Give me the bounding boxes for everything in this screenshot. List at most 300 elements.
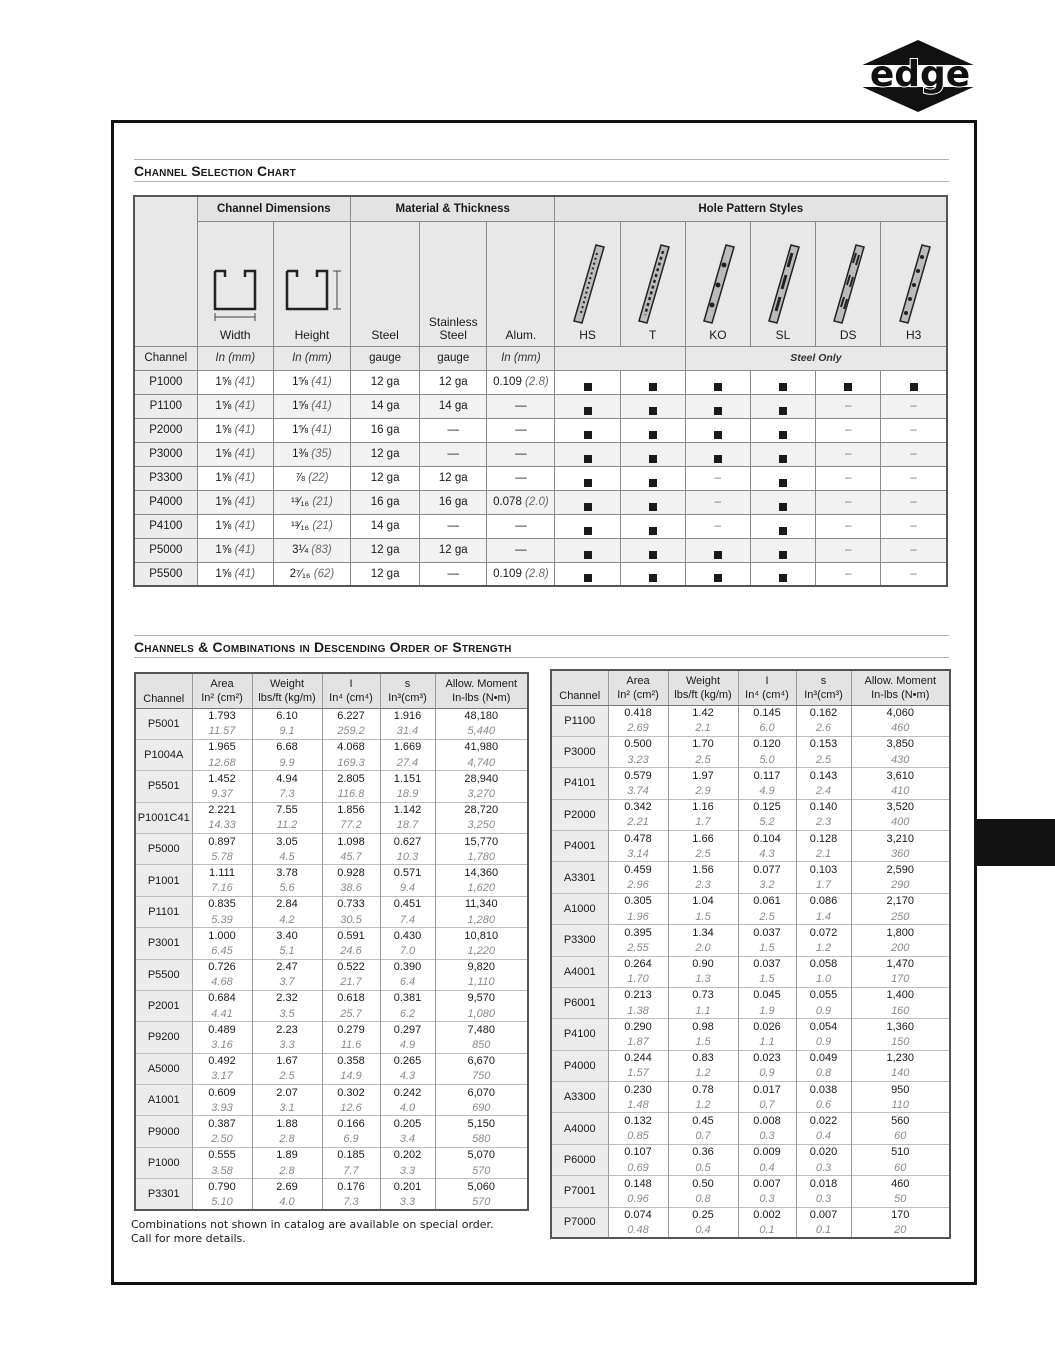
strength-row-metric [135,1163,528,1179]
inertia-header: I In⁴ (cm⁴) [322,673,380,708]
area-metric: 2.96 [608,878,668,894]
hole-availability [750,418,815,442]
strength-row-metric [135,786,528,802]
s-imperial: 0.072 [796,925,851,941]
weight-metric: 0.4 [668,1223,738,1239]
moment-imperial: 560 [851,1113,950,1129]
weight-metric: 3.7 [252,975,322,991]
width-value: 1⅝ (41) [197,514,273,538]
s-imperial: 0.571 [380,865,435,881]
moment-imperial: 6,670 [435,1053,528,1069]
strength-row-metric [551,1097,950,1113]
strength-row [135,1116,528,1132]
area-imperial: 0.459 [608,862,668,878]
i-metric: 1.5 [738,940,796,956]
steel-only-note: Steel Only [685,346,947,370]
moment-metric: 570 [435,1163,528,1179]
i-metric: 0.4 [738,1160,796,1176]
hole-availability [750,370,815,394]
weight-imperial: 1.42 [668,705,738,721]
strength-row-metric [135,1069,528,1085]
weight-header: Weight lbs/ft (kg/m) [668,670,738,705]
t-header: T [620,221,685,346]
weight-imperial: 0.78 [668,1082,738,1098]
s-metric: 10.3 [380,849,435,865]
strength-row-metric [551,752,950,768]
strength-row-metric [551,1160,950,1176]
strength-row-metric [551,940,950,956]
strength-row-metric [551,1066,950,1082]
s-metric: 27.4 [380,755,435,771]
channel-id: P1001 [135,865,192,896]
strength-row-metric [551,1191,950,1207]
area-metric: 3.93 [192,1100,252,1116]
area-imperial: 0.418 [608,705,668,721]
channel-id: P2001 [135,990,192,1021]
strength-row-metric [135,912,528,928]
s-metric: 1.4 [796,909,851,925]
s-imperial: 0.055 [796,987,851,1003]
hole-availability: – [881,466,947,490]
i-metric: 0.1 [738,1223,796,1239]
weight-metric: 1.5 [668,1034,738,1050]
moment-metric: 1,220 [435,943,528,959]
section-modulus-header: s In³(cm³) [796,670,851,705]
strength-row [135,896,528,912]
hole-availability [555,514,620,538]
weight-metric: 1.5 [668,909,738,925]
strength-row-metric [135,724,528,740]
strength-row-metric [135,849,528,865]
channel-id: P3301 [135,1179,192,1210]
channel-id: A4000 [551,1113,608,1144]
s-imperial: 0.103 [796,862,851,878]
s-imperial: 0.390 [380,959,435,975]
channel-id: A1001 [135,1085,192,1116]
strength-row-metric [551,1129,950,1145]
strength-row-metric [551,1003,950,1019]
special-order-note [131,1218,494,1245]
strength-row-metric [551,972,950,988]
hole-availability: – [685,514,750,538]
area-imperial: 1.000 [192,928,252,944]
s-metric: 6.4 [380,975,435,991]
hole-availability [750,490,815,514]
s-metric: 0.6 [796,1097,851,1113]
i-imperial: 0.145 [738,705,796,721]
channel-id: P4001 [551,831,608,862]
selection-row [134,490,947,514]
channel-selection-table [133,195,948,587]
strength-row-metric [551,1034,950,1050]
stainless-gauge: — [420,514,487,538]
s-metric: 1.0 [796,972,851,988]
weight-metric: 1.7 [668,815,738,831]
selection-row [134,394,947,418]
area-metric: 1.96 [608,909,668,925]
s-metric: 0.4 [796,1129,851,1145]
i-metric: 1.5 [738,972,796,988]
weight-metric: 1.2 [668,1066,738,1082]
channel-id: P2000 [134,418,197,442]
strength-row [551,1207,950,1223]
area-imperial: 0.264 [608,956,668,972]
strength-row [551,831,950,847]
s-imperial: 0.242 [380,1085,435,1101]
strength-row-metric [551,721,950,737]
channel-id: P3000 [134,442,197,466]
channel-id: A4001 [551,956,608,987]
area-imperial: 0.555 [192,1147,252,1163]
moment-metric: 110 [851,1097,950,1113]
i-metric: 45.7 [322,849,380,865]
width-value: 1⅝ (41) [197,370,273,394]
area-metric: 6.45 [192,943,252,959]
rule [134,159,949,160]
moment-imperial: 1,230 [851,1050,950,1066]
hole-availability [620,538,685,562]
i-metric: 6.0 [738,721,796,737]
hole-availability [620,370,685,394]
strength-row-metric [135,975,528,991]
moment-imperial: 1,800 [851,925,950,941]
steel-gauge: 12 ga [351,370,420,394]
area-metric: 3.14 [608,846,668,862]
hs-channel-icon [568,243,608,325]
hole-availability [750,514,815,538]
i-imperial: 6.227 [322,708,380,724]
i-imperial: 0.279 [322,1022,380,1038]
i-metric: 5.2 [738,815,796,831]
moment-metric: 360 [851,846,950,862]
hole-availability [555,418,620,442]
stainless-gauge: — [420,442,487,466]
selection-title: Channel Selection Chart [134,163,296,179]
s-metric: 4.3 [380,1069,435,1085]
s-imperial: 0.297 [380,1022,435,1038]
area-metric: 3.74 [608,783,668,799]
strength-row [551,705,950,721]
area-metric: 5.39 [192,912,252,928]
channel-id: P4000 [551,1050,608,1081]
moment-metric: 1,620 [435,881,528,897]
strength-table-right [550,669,951,1239]
i-imperial: 0.358 [322,1053,380,1069]
area-header: Area In² (cm²) [608,670,668,705]
hole-availability: – [816,562,881,586]
s-metric: 4.0 [380,1100,435,1116]
height-value: 1⅝ (41) [273,394,350,418]
i-metric: 4.3 [738,846,796,862]
strength-row [135,990,528,1006]
area-metric: 1.87 [608,1034,668,1050]
selection-row [134,370,947,394]
channel-id: P5000 [134,538,197,562]
s-metric: 0.3 [796,1191,851,1207]
channel-id: P3001 [135,928,192,959]
hole-availability: – [816,394,881,418]
i-imperial: 0.185 [322,1147,380,1163]
hole-availability: – [685,490,750,514]
i-metric: 1.9 [738,1003,796,1019]
i-metric: 30.5 [322,912,380,928]
area-imperial: 1.452 [192,771,252,787]
weight-imperial: 1.89 [252,1147,322,1163]
h3-channel-icon [894,243,934,325]
height-value: 1⅝ (41) [273,418,350,442]
weight-imperial: 4.94 [252,771,322,787]
sl-header: SL [750,221,815,346]
strength-row-metric [135,1006,528,1022]
weight-metric: 0.7 [668,1129,738,1145]
hole-availability [750,442,815,466]
area-metric: 2.50 [192,1132,252,1148]
i-imperial: 0.017 [738,1082,796,1098]
hole-availability [620,418,685,442]
moment-imperial: 10,810 [435,928,528,944]
area-imperial: 0.726 [192,959,252,975]
i-metric: 0.3 [738,1129,796,1145]
area-metric: 2.21 [608,815,668,831]
alum-thickness: 0.109 (2.8) [487,562,555,586]
alum-thickness: 0.109 (2.8) [487,370,555,394]
strength-row-metric [135,881,528,897]
height-units: In (mm) [273,346,350,370]
section-tab-marker [976,819,1055,866]
strength-table-left [134,672,529,1211]
moment-metric: 5,440 [435,724,528,740]
strength-row [135,1179,528,1195]
area-metric: 12.68 [192,755,252,771]
stainless-gauge: 12 ga [420,538,487,562]
strength-row [551,1019,950,1035]
hole-availability: – [881,418,947,442]
selection-row [134,562,947,586]
i-metric: 12.6 [322,1100,380,1116]
weight-imperial: 0.83 [668,1050,738,1066]
strength-row [551,1050,950,1066]
moment-metric: 3,270 [435,786,528,802]
i-metric: 259.2 [322,724,380,740]
weight-imperial: 2.47 [252,959,322,975]
width-value: 1⅝ (41) [197,442,273,466]
weight-imperial: 3.78 [252,865,322,881]
area-metric: 5.78 [192,849,252,865]
area-metric: 1.38 [608,1003,668,1019]
i-imperial: 0.026 [738,1019,796,1035]
hole-availability: – [881,442,947,466]
stainless-header: Stainless Steel [420,221,487,346]
i-imperial: 0.007 [738,1176,796,1192]
strength-row [135,739,528,755]
moment-imperial: 3,520 [851,799,950,815]
moment-metric: 1,780 [435,849,528,865]
weight-metric: 7.3 [252,786,322,802]
weight-metric: 1.1 [668,1003,738,1019]
area-metric: 0.48 [608,1223,668,1239]
hole-availability: – [881,394,947,418]
i-metric: 14.9 [322,1069,380,1085]
strength-row [135,1053,528,1069]
s-metric: 2.1 [796,846,851,862]
s-metric: 0.9 [796,1034,851,1050]
s-imperial: 1.142 [380,802,435,818]
i-imperial: 0.166 [322,1116,380,1132]
width-value: 1⅝ (41) [197,538,273,562]
weight-imperial: 2.69 [252,1179,322,1195]
s-metric: 18.9 [380,786,435,802]
width-value: 1⅝ (41) [197,394,273,418]
i-imperial: 0.117 [738,768,796,784]
s-imperial: 0.430 [380,928,435,944]
alum-units: In (mm) [487,346,555,370]
i-imperial: 0.928 [322,865,380,881]
hole-availability [750,394,815,418]
moment-imperial: 5,060 [435,1179,528,1195]
moment-metric: 150 [851,1034,950,1050]
area-metric: 7.16 [192,881,252,897]
strength-row-metric [551,783,950,799]
page-frame [111,120,977,1285]
s-metric: 7.0 [380,943,435,959]
hole-availability [685,442,750,466]
strength-row-metric [135,943,528,959]
i-metric: 1.1 [738,1034,796,1050]
i-metric: 24.6 [322,943,380,959]
moment-imperial: 1,470 [851,956,950,972]
area-metric: 9.37 [192,786,252,802]
s-imperial: 0.140 [796,799,851,815]
weight-metric: 5.6 [252,881,322,897]
note-line-1: Combinations not shown in catalog are available on special order. [131,1218,494,1231]
stainless-gauge: — [420,418,487,442]
s-imperial: 0.153 [796,736,851,752]
moment-imperial: 3,210 [851,831,950,847]
s-metric: 3.3 [380,1163,435,1179]
s-imperial: 0.018 [796,1176,851,1192]
width-value: 1⅝ (41) [197,466,273,490]
channel-id: P1004A [135,739,192,770]
moment-imperial: 14,360 [435,865,528,881]
area-imperial: 0.230 [608,1082,668,1098]
i-imperial: 4.068 [322,739,380,755]
hole-availability [750,538,815,562]
i-imperial: 0.302 [322,1085,380,1101]
logo-text: edge [869,54,971,95]
height-value: ⅞ (22) [273,466,350,490]
group-dimensions: Channel Dimensions [197,196,350,221]
weight-metric: 3.5 [252,1006,322,1022]
i-metric: 0.9 [738,1066,796,1082]
strength-row-metric [135,818,528,834]
moment-imperial: 9,570 [435,990,528,1006]
i-imperial: 1.098 [322,834,380,850]
area-metric: 3.17 [192,1069,252,1085]
strength-row-metric [551,909,950,925]
hole-availability [816,370,881,394]
channel-id: P5500 [135,959,192,990]
hole-availability: – [816,514,881,538]
moment-imperial: 28,720 [435,802,528,818]
i-imperial: 0.522 [322,959,380,975]
hole-availability [555,394,620,418]
i-imperial: 0.077 [738,862,796,878]
s-imperial: 0.007 [796,1207,851,1223]
area-metric: 2.69 [608,721,668,737]
weight-imperial: 0.50 [668,1176,738,1192]
area-imperial: 0.500 [608,736,668,752]
channel-id: P1100 [551,705,608,736]
channel-id: P3000 [551,736,608,767]
moment-metric: 1,110 [435,975,528,991]
weight-metric: 4.0 [252,1194,322,1210]
moment-imperial: 6,070 [435,1085,528,1101]
strength-row [551,799,950,815]
ds-header: DS [816,221,881,346]
hole-availability [685,370,750,394]
moment-metric: 250 [851,909,950,925]
hole-availability [620,394,685,418]
s-imperial: 0.086 [796,893,851,909]
edge-logo [838,40,998,116]
moment-imperial: 510 [851,1144,950,1160]
weight-metric: 0.8 [668,1191,738,1207]
moment-metric: 430 [851,752,950,768]
s-imperial: 0.020 [796,1144,851,1160]
weight-imperial: 1.88 [252,1116,322,1132]
moment-metric: 410 [851,783,950,799]
alum-thickness: — [487,538,555,562]
channel-id: P9000 [135,1116,192,1147]
channel-header: Channel [134,346,197,370]
strength-row [551,862,950,878]
i-metric: 11.6 [322,1037,380,1053]
i-metric: 3.2 [738,878,796,894]
weight-imperial: 2.84 [252,896,322,912]
ds-channel-icon [828,243,868,325]
i-imperial: 0.176 [322,1179,380,1195]
area-imperial: 1.793 [192,708,252,724]
moment-imperial: 1,400 [851,987,950,1003]
section-modulus-header: s In³(cm³) [380,673,435,708]
moment-imperial: 2,170 [851,893,950,909]
strength-row [551,893,950,909]
i-imperial: 0.023 [738,1050,796,1066]
height-value: ¹³⁄₁₆ (21) [273,514,350,538]
weight-imperial: 1.04 [668,893,738,909]
strength-row-metric [551,1223,950,1239]
area-imperial: 1.965 [192,739,252,755]
t-channel-icon [633,243,673,325]
steel-gauge: 12 ga [351,442,420,466]
moment-metric: 60 [851,1129,950,1145]
s-metric: 0.9 [796,1003,851,1019]
stainless-gauge: — [420,562,487,586]
moment-imperial: 1,360 [851,1019,950,1035]
hole-availability: – [685,466,750,490]
area-metric: 1.70 [608,972,668,988]
channel-id: P7000 [551,1207,608,1238]
rule [134,657,949,658]
i-imperial: 0.618 [322,990,380,1006]
alum-thickness: — [487,442,555,466]
moment-metric: 850 [435,1037,528,1053]
strength-row [551,956,950,972]
i-imperial: 1.856 [322,802,380,818]
height-value: 1⅝ (41) [273,370,350,394]
weight-metric: 2.1 [668,721,738,737]
weight-metric: 2.8 [252,1163,322,1179]
